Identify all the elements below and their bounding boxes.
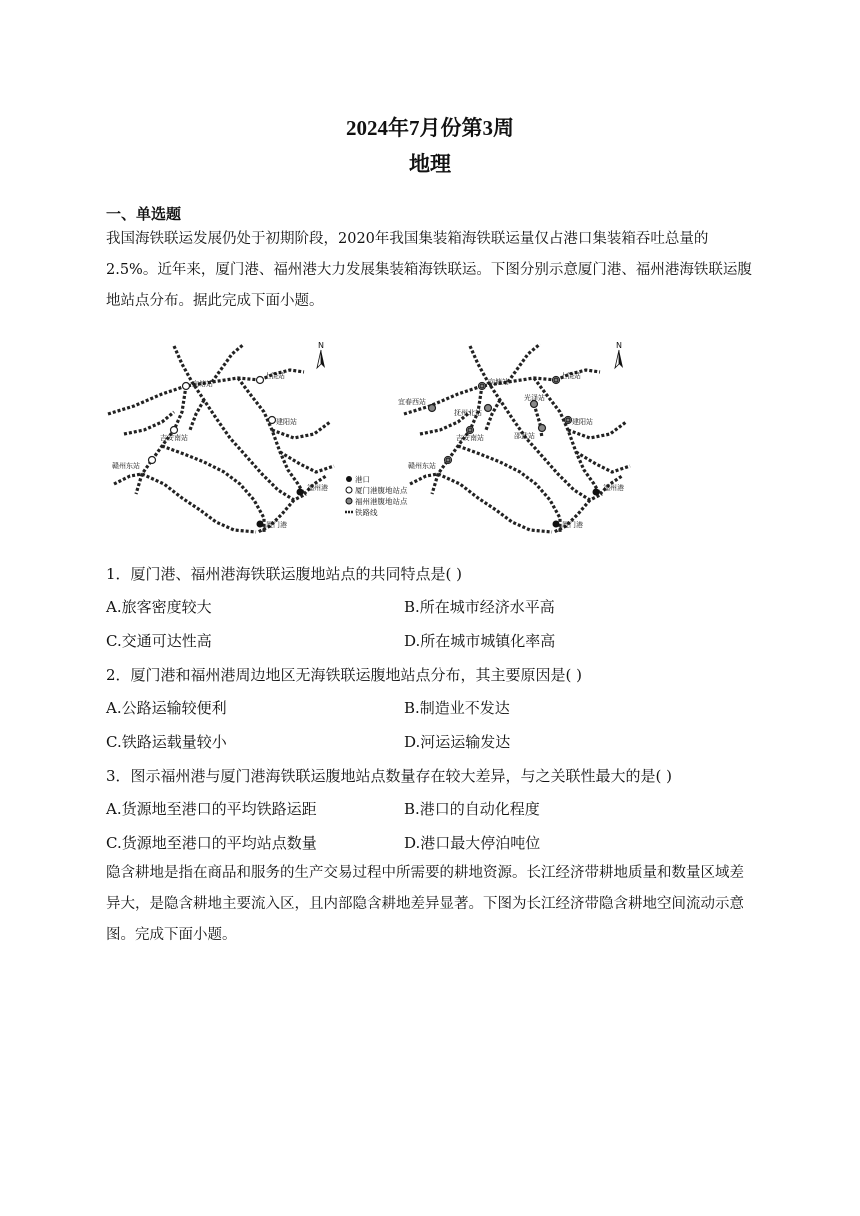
port-symbol-icon [346, 476, 352, 482]
svg-text:N: N [318, 341, 324, 350]
question-2-option-d[interactable]: D.河运运输发达 [404, 733, 511, 751]
question-2-stem: 2．厦门港和福州港周边地区无海铁联运腹地站点分布，其主要原因是( ) [106, 666, 583, 684]
document-title: 2024年7月份第3周 [346, 116, 514, 140]
fuzhou-station-symbol-icon [346, 498, 352, 504]
question-3-option-d[interactable]: D.港口最大停泊吨位 [404, 834, 541, 852]
north-arrow-icon [317, 341, 325, 368]
question-2-option-b[interactable]: B.制造业不发达 [404, 699, 510, 717]
station-label: 宜春西站 [398, 398, 426, 406]
question-3-option-c[interactable]: C.货源地至港口的平均站点数量 [106, 834, 317, 852]
question-1-stem: 1．厦门港、福州港海铁联运腹地站点的共同特点是( ) [106, 565, 463, 583]
station-label: 向塘站 [192, 380, 213, 388]
question-1-option-a[interactable]: A.旅客密度较大 [106, 598, 212, 616]
legend-label: 铁路线 [355, 508, 378, 517]
section-heading: 一、单选题 [106, 205, 182, 223]
port-label: 厦门港 [562, 521, 583, 529]
station-label: 上饶站 [264, 372, 285, 380]
station-label: 建阳站 [276, 418, 297, 426]
station-label: 抚州北站 [454, 409, 482, 417]
station-label: 吉安南站 [456, 434, 484, 442]
legend-label: 港口 [355, 475, 370, 484]
port-label: 福州港 [307, 484, 328, 492]
passage-hidden-farmland: 隐含耕地是指在商品和服务的生产交易过程中所需要的耕地资源。长江经济带耕地质量和数量区域差异大，是隐含耕地主要流入区，且内部隐含耕地差异显著。下图为长江经济带隐含耕地空间流动示意图。完成下面小题。 [106, 865, 744, 943]
station-label: 光泽站 [524, 394, 545, 402]
station-label: 吉安南站 [160, 434, 188, 442]
question-3-option-b[interactable]: B.港口的自动化程度 [404, 800, 540, 818]
question-2-option-c[interactable]: C.铁路运载量较小 [106, 733, 227, 751]
station-label: 建阳站 [572, 418, 593, 426]
question-1-option-d[interactable]: D.所在城市城镇化率高 [404, 632, 556, 650]
station-label: 邵武站 [514, 432, 535, 440]
fuzhou-hinterland-map [396, 334, 646, 548]
legend-label: 厦门港腹地站点 [355, 486, 408, 495]
question-1-option-b[interactable]: B.所在城市经济水平高 [404, 598, 555, 616]
station-label: 赣州东站 [112, 462, 140, 470]
port-label: 福州港 [603, 484, 624, 492]
legend-label: 福州港腹地站点 [355, 497, 408, 506]
question-3-stem: 3．图示福州港与厦门港海铁联运腹地站点数量存在较大差异，与之关联性最大的是( ) [106, 767, 673, 785]
port-label: 厦门港 [266, 521, 287, 529]
question-2-option-a[interactable]: A.公路运输较便利 [106, 699, 227, 717]
svg-text:N: N [616, 341, 622, 350]
station-label: 上饶站 [560, 372, 581, 380]
station-label: 赣州东站 [408, 462, 436, 470]
passage-intro: 我国海铁联运发展仍处于初期阶段，2020年我国集装箱海铁联运量仅占港口集装箱吞吐总量的2.5%。近年来，厦门港、福州港大力发展集装箱海铁联运。下图分别示意厦门港、福州港海铁联运腹地站点分布。据此完成下面小题。 [106, 231, 752, 309]
question-1-option-c[interactable]: C.交通可达性高 [106, 632, 212, 650]
subject-title: 地理 [409, 152, 451, 176]
station-label: 向塘站 [488, 378, 509, 386]
xiamen-station-symbol-icon [346, 487, 352, 493]
north-arrow-icon [615, 341, 623, 368]
xiamen-hinterland-map [104, 334, 350, 548]
question-3-option-a[interactable]: A.货源地至港口的平均铁路运距 [106, 800, 317, 818]
